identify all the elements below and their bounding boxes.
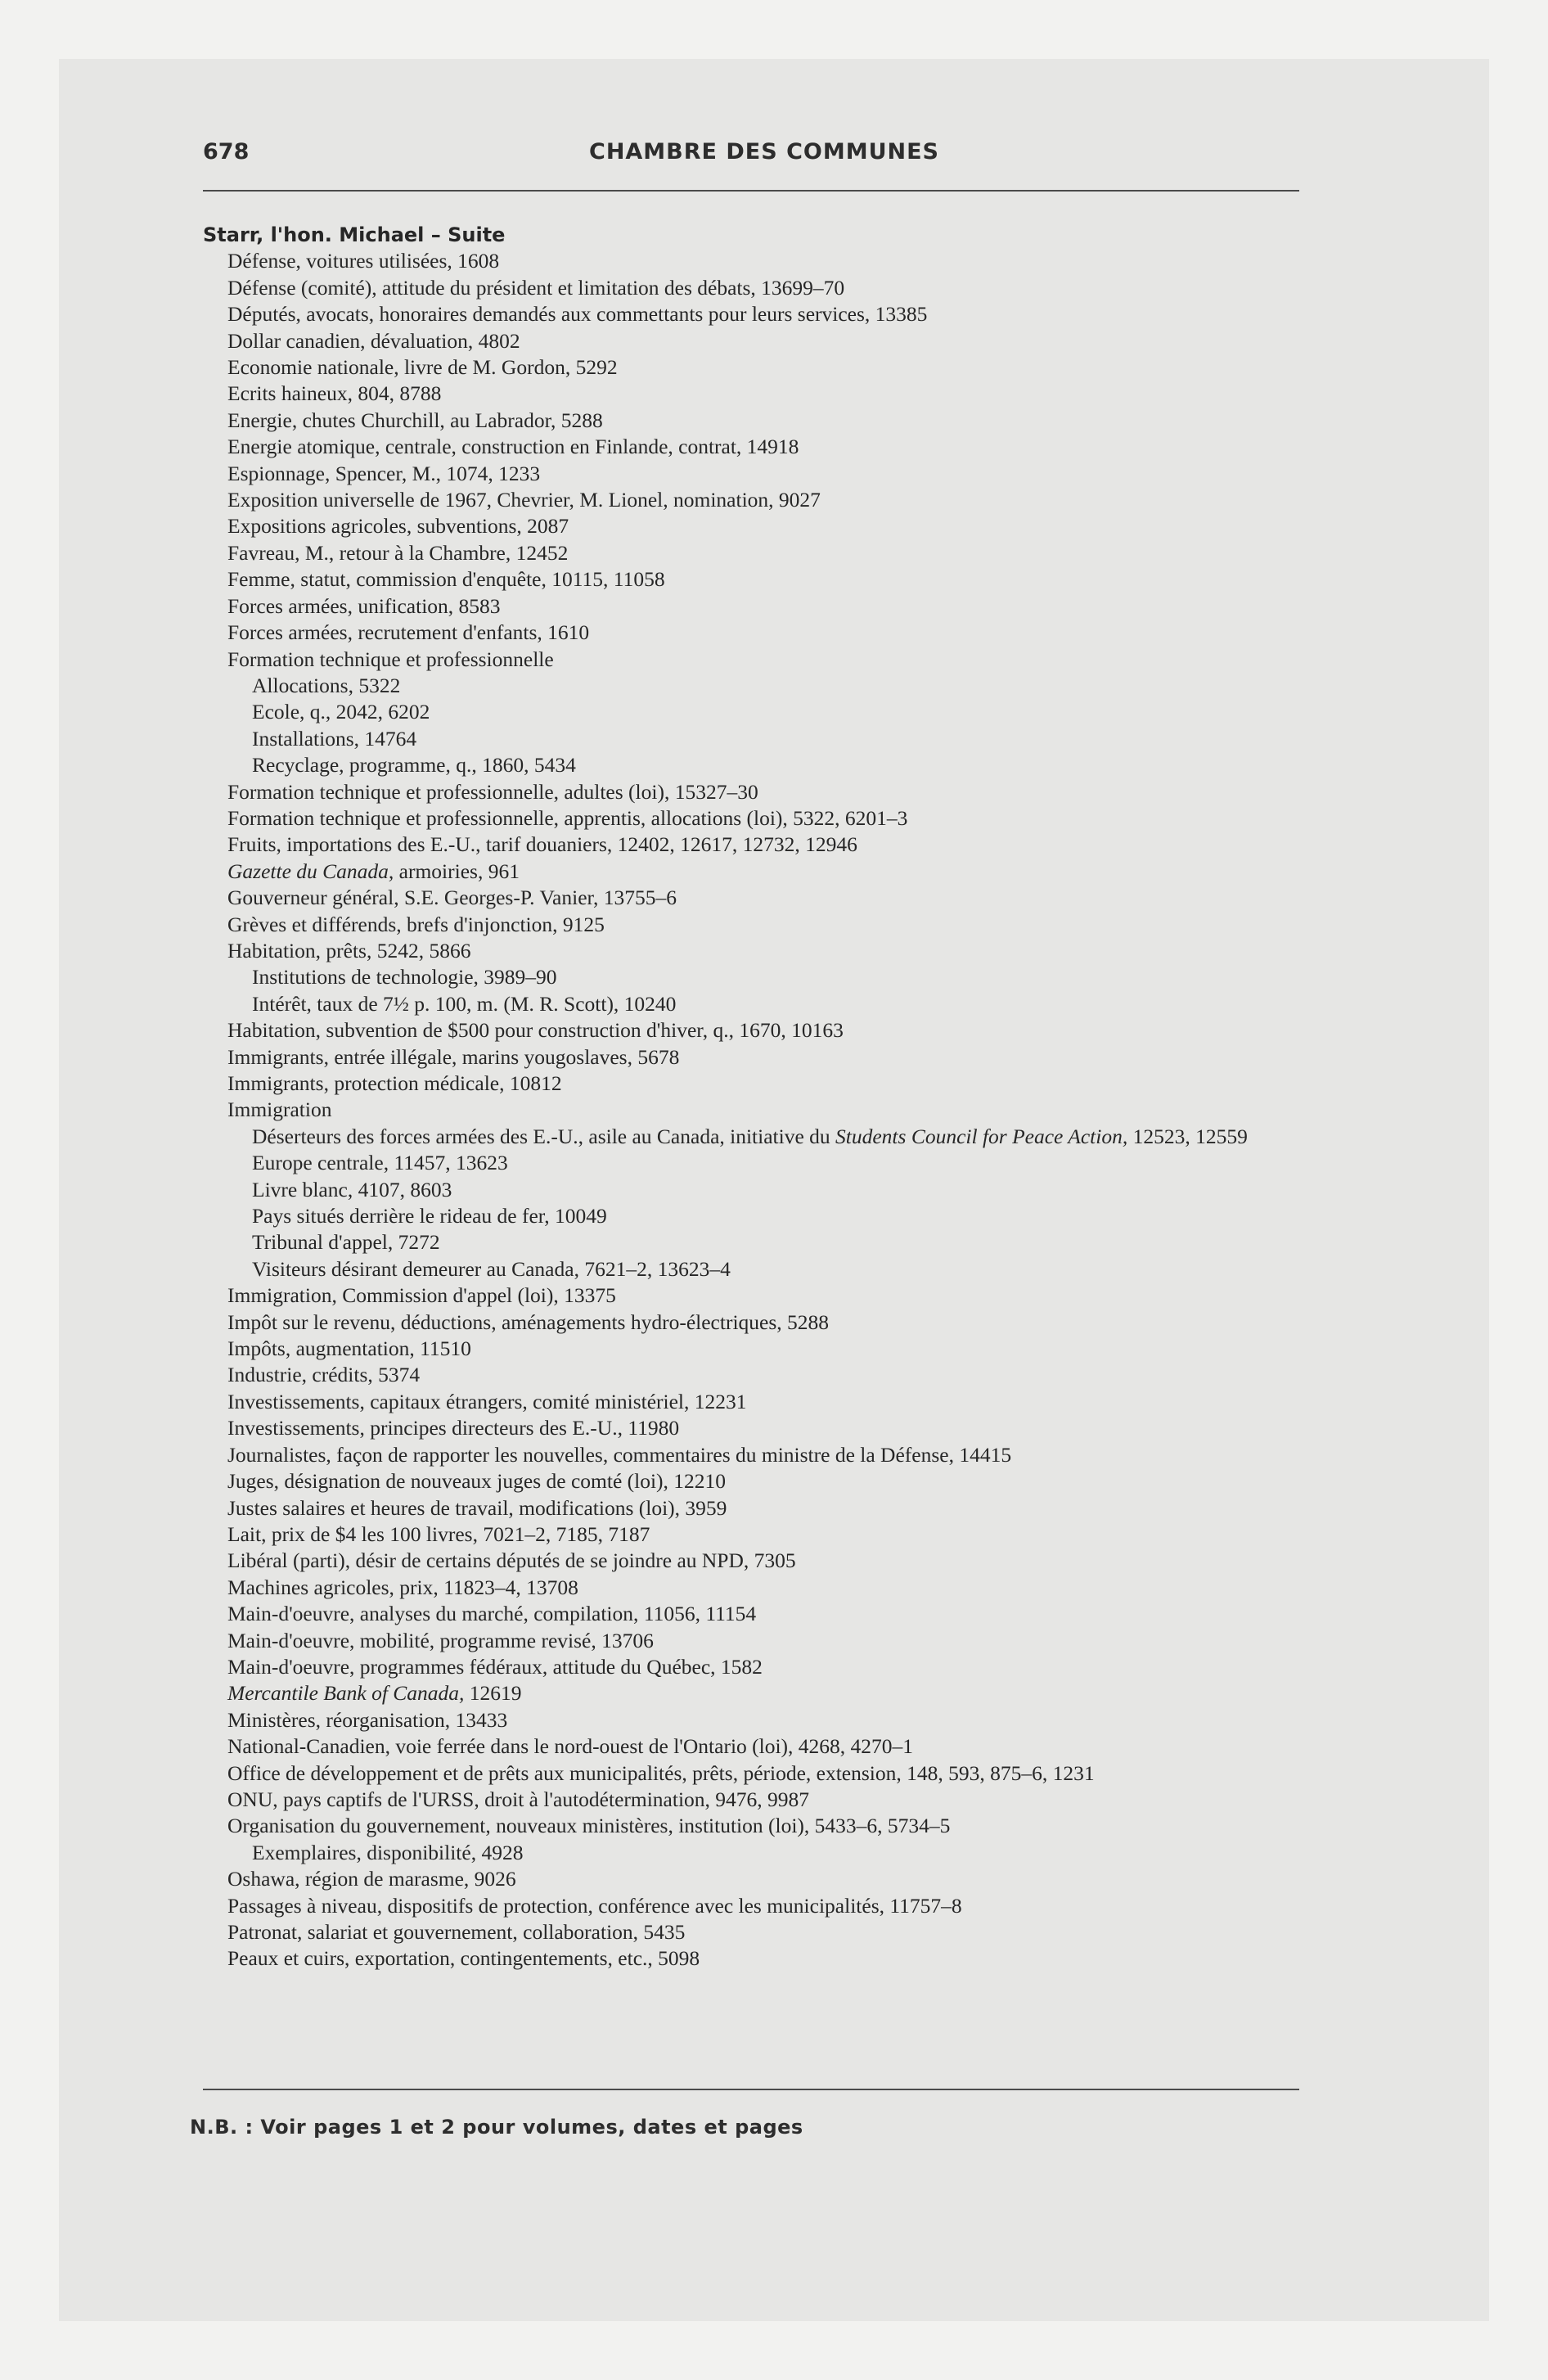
- index-entry: Forces armées, unification, 8583: [227, 593, 501, 618]
- index-subentry: Recyclage, programme, q., 1860, 5434: [252, 753, 576, 778]
- entry-text: 12523, 12559: [1127, 1124, 1248, 1148]
- index-subentry: Ecole, q., 2042, 6202: [252, 700, 430, 724]
- index-entry: Economie nationale, livre de M. Gordon, 5292: [227, 355, 618, 380]
- index-subentry: Intérêt, taux de 7½ p. 100, m. (M. R. Scott), 10240: [252, 991, 677, 1016]
- index-entry: Impôts, augmentation, 11510: [227, 1336, 471, 1361]
- index-entry: Energie atomique, centrale, construction en Finlande, contrat, 14918: [227, 435, 799, 459]
- index-entry: Immigrants, entrée illégale, marins yougoslaves, 5678: [227, 1044, 680, 1069]
- index-entry: Fruits, importations des E.-U., tarif douaniers, 12402, 12617, 12732, 12946: [227, 832, 857, 857]
- index-entry: Journalistes, façon de rapporter les nouvelles, commentaires du ministre de la Défense, 14415: [227, 1442, 1012, 1467]
- index-subentry: [203, 1124, 1324, 1150]
- index-entry: Immigrants, protection médicale, 10812: [227, 1071, 562, 1095]
- index-subentry: Institutions de technologie, 3989–90: [252, 965, 557, 989]
- index-entry: Forces armées, recrutement d'enfants, 1610: [227, 620, 590, 645]
- index-entry: Grèves et différends, brefs d'injonction, 9125: [227, 912, 605, 936]
- index-entry: Immigration, Commission d'appel (loi), 13375: [227, 1283, 616, 1308]
- index-entry: Députés, avocats, honoraires demandés aux commettants pour leurs services, 13385: [227, 302, 928, 327]
- index-entry: Femme, statut, commission d'enquête, 10115, 11058: [227, 567, 665, 592]
- entry-text: Déserteurs des forces armées des E.-U., asile au Canada, initiative du: [252, 1124, 836, 1148]
- publication-title: Gazette du Canada,: [227, 859, 394, 883]
- index-entry: Gouverneur général, S.E. Georges-P. Vanier, 13755–6: [227, 886, 677, 910]
- organization-title: Students Council for Peace Action,: [835, 1124, 1128, 1148]
- index-entry: Espionnage, Spencer, M., 1074, 1233: [227, 461, 541, 485]
- index-entry: Ecrits haineux, 804, 8788: [227, 381, 442, 406]
- index-entry: Main-d'oeuvre, analyses du marché, compilation, 11056, 11154: [227, 1602, 757, 1626]
- index-entry: Organisation du gouvernement, nouveaux ministères, institution (loi), 5433–6, 5734–5: [227, 1814, 951, 1838]
- index-entry: Machines agricoles, prix, 11823–4, 13708: [227, 1575, 578, 1599]
- page-number: 678: [203, 139, 250, 165]
- header-divider: [203, 190, 1299, 192]
- index-entry: Formation technique et professionnelle, adultes (loi), 15327–30: [227, 779, 758, 804]
- index-entry: Libéral (parti), désir de certains députés de se joindre au NPD, 7305: [227, 1548, 796, 1573]
- index-entry: Juges, désignation de nouveaux juges de comté (loi), 12210: [227, 1469, 727, 1494]
- index-entry: Habitation, subvention de $500 pour construction d'hiver, q., 1670, 10163: [227, 1018, 844, 1043]
- index-entry: [203, 1680, 1324, 1706]
- page-title: CHAMBRE DES COMMUNES: [589, 139, 940, 165]
- index-entry: Exposition universelle de 1967, Chevrier, M. Lionel, nomination, 9027: [227, 488, 821, 512]
- index-entry: Formation technique et professionnelle, apprentis, allocations (loi), 5322, 6201–3: [227, 805, 908, 830]
- index-entry: Impôt sur le revenu, déductions, aménagements hydro-électriques, 5288: [227, 1309, 830, 1334]
- index-entry: Industrie, crédits, 5374: [227, 1363, 421, 1387]
- index-entry: Habitation, prêts, 5242, 5866: [227, 938, 471, 962]
- index-entry: Energie, chutes Churchill, au Labrador, 5288: [227, 408, 603, 432]
- index-entry: Office de développement et de prêts aux municipalités, prêts, période, extension, 148, 593, 875–6, 1231: [227, 1760, 1095, 1785]
- index-entry: Oshawa, région de marasme, 9026: [227, 1867, 516, 1891]
- index-entry: Expositions agricoles, subventions, 2087: [227, 514, 569, 539]
- index-entry: Immigration: [227, 1098, 332, 1122]
- index-entry: Favreau, M., retour à la Chambre, 12452: [227, 540, 569, 565]
- footer-divider: [203, 2089, 1299, 2090]
- index-subentry: Exemplaires, disponibilité, 4928: [252, 1840, 524, 1864]
- index-entry: National-Canadien, voie ferrée dans le nord-ouest de l'Ontario (loi), 4268, 4270–1: [227, 1734, 914, 1759]
- index-entry: Investissements, principes directeurs des E.-U., 11980: [227, 1416, 680, 1440]
- index-entry: Défense, voitures utilisées, 1608: [227, 249, 500, 273]
- entry-text: 12619: [464, 1681, 522, 1706]
- index-subentry: Pays situés derrière le rideau de fer, 10049: [252, 1204, 607, 1228]
- index-entry: Lait, prix de $4 les 100 livres, 7021–2, 7185, 7187: [227, 1521, 650, 1546]
- index-entry: Justes salaires et heures de travail, modifications (loi), 3959: [227, 1495, 727, 1520]
- index-entry: Défense (comité), attitude du président et limitation des débats, 13699–70: [227, 275, 845, 300]
- index-entry: Investissements, capitaux étrangers, comité ministériel, 12231: [227, 1389, 747, 1413]
- index-subentry: Visiteurs désirant demeurer au Canada, 7621–2, 13623–4: [252, 1256, 731, 1281]
- index-subentry: Tribunal d'appel, 7272: [252, 1230, 440, 1255]
- index-entry: Dollar canadien, dévaluation, 4802: [227, 328, 520, 353]
- index-subentry: Allocations, 5322: [252, 673, 401, 697]
- index-entry: Main-d'oeuvre, programmes fédéraux, attitude du Québec, 1582: [227, 1654, 763, 1679]
- index-entry: Main-d'oeuvre, mobilité, programme revisé, 13706: [227, 1628, 654, 1652]
- index-entry: Formation technique et professionnelle: [227, 647, 554, 671]
- index-subentry: Installations, 14764: [252, 726, 417, 751]
- index-entries: [203, 222, 1324, 1972]
- index-entry: [203, 859, 1324, 885]
- index-entry: Passages à niveau, dispositifs de protection, conférence avec les municipalités, 11757–8: [227, 1893, 962, 1918]
- index-entry: Peaux et cuirs, exportation, contingentements, etc., 5098: [227, 1946, 700, 1971]
- index-subentry: Livre blanc, 4107, 8603: [252, 1177, 452, 1201]
- index-heading: Starr, l'hon. Michael – Suite: [203, 223, 506, 246]
- index-subentry: Europe centrale, 11457, 13623: [252, 1151, 508, 1175]
- footnote: N.B. : Voir pages 1 et 2 pour volumes, dates et pages: [190, 2116, 803, 2139]
- page-header: [203, 139, 1299, 172]
- index-entry: Patronat, salariat et gouvernement, collaboration, 5435: [227, 1920, 686, 1944]
- index-entry: ONU, pays captifs de l'URSS, droit à l'autodétermination, 9476, 9987: [227, 1787, 810, 1811]
- entry-text: armoiries, 961: [394, 859, 520, 883]
- publication-title: Mercantile Bank of Canada,: [227, 1681, 465, 1706]
- index-entry: Ministères, réorganisation, 13433: [227, 1707, 508, 1732]
